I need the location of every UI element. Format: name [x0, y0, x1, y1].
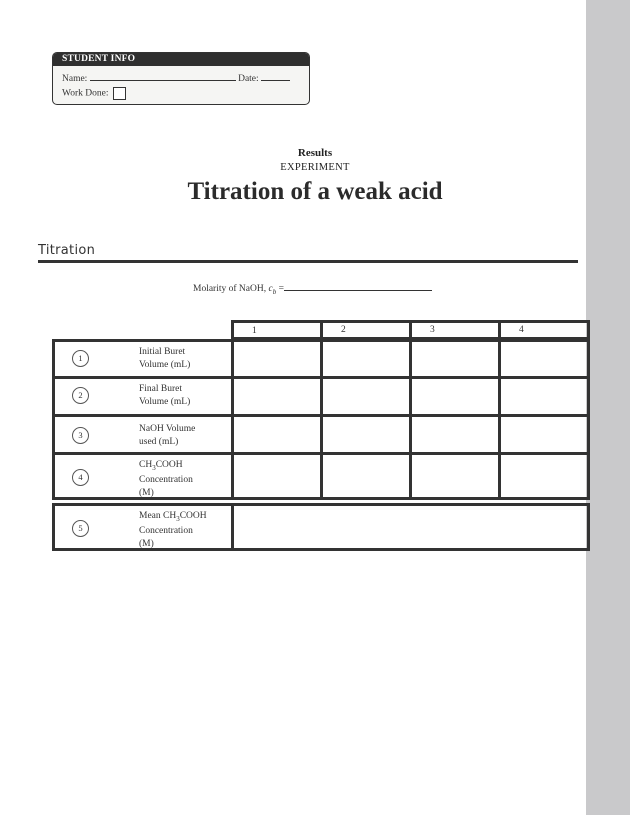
row-label-text: Final Buret Volume (mL)	[139, 384, 191, 407]
row-number: 5	[72, 520, 89, 537]
row-label-mean-concentration	[52, 503, 234, 551]
row-label-text: Initial Buret Volume (mL)	[139, 347, 191, 370]
column-header: 2	[320, 320, 412, 340]
row-number: 1	[72, 350, 89, 367]
data-cell[interactable]	[231, 414, 323, 455]
name-date-line	[62, 73, 290, 84]
molarity-label: Molarity of NaOH,	[193, 284, 267, 294]
row-label-initial-buret	[52, 339, 234, 379]
experiment-label: EXPERIMENT	[280, 162, 350, 173]
row-label-text: NaOH Volume used (mL)	[139, 424, 196, 447]
row-label-concentration	[52, 452, 234, 500]
row-number: 4	[72, 469, 89, 486]
molarity-field[interactable]	[284, 284, 432, 291]
row-label-text: $CH_3COOH$ Concentration (M)	[139, 460, 193, 498]
data-cell[interactable]	[231, 452, 323, 500]
data-cell[interactable]	[498, 339, 590, 379]
work-done-label: Work Done:	[62, 88, 109, 99]
row-number: 3	[72, 427, 89, 444]
data-cell[interactable]	[320, 339, 412, 379]
page-title: Titration of a weak acid	[187, 178, 443, 205]
row-number: 2	[72, 387, 89, 404]
work-done-checkbox[interactable]	[113, 87, 126, 100]
data-cell[interactable]	[231, 376, 323, 417]
data-cell[interactable]	[498, 414, 590, 455]
section-title: Titration	[38, 243, 96, 258]
row-label-naoh-volume	[52, 414, 234, 455]
data-cell[interactable]	[498, 376, 590, 417]
student-info-header: STUDENT INFO	[53, 53, 309, 66]
molarity-line	[193, 284, 432, 296]
data-cell[interactable]	[409, 376, 501, 417]
column-header: 1	[231, 320, 323, 340]
name-label: Name:	[62, 74, 88, 84]
data-cell[interactable]	[409, 339, 501, 379]
molarity-symbol: c	[268, 284, 273, 294]
name-field[interactable]	[90, 73, 236, 81]
molarity-equals: =	[278, 284, 284, 294]
molarity-subscript: b	[272, 287, 277, 296]
date-label: Date:	[238, 74, 259, 84]
column-header: 3	[409, 320, 501, 340]
data-cell[interactable]	[320, 452, 412, 500]
data-cell[interactable]	[409, 452, 501, 500]
data-cell[interactable]	[320, 414, 412, 455]
work-done-line	[62, 87, 126, 100]
student-info-box	[52, 52, 310, 105]
row-label-final-buret	[52, 376, 234, 417]
page-side-band	[586, 0, 630, 815]
results-label: Results	[297, 147, 333, 159]
date-field[interactable]	[261, 73, 290, 81]
section-divider	[38, 260, 578, 263]
column-header: 4	[498, 320, 590, 340]
row-label-text: Mean $CH_3COOH$ Concentration (M)	[139, 511, 207, 549]
mean-data-cell[interactable]	[231, 503, 590, 551]
data-cell[interactable]	[498, 452, 590, 500]
data-cell[interactable]	[409, 414, 501, 455]
data-cell[interactable]	[320, 376, 412, 417]
data-cell[interactable]	[231, 339, 323, 379]
